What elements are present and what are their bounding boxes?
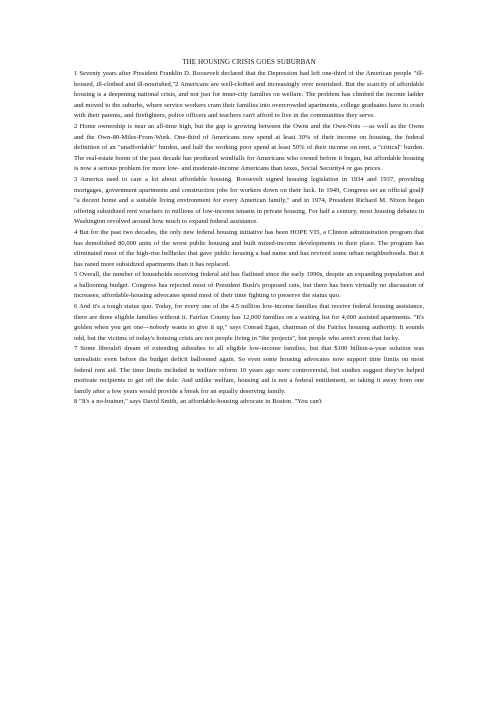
paragraph-1: 1 Seventy years after President Franklin D. Roosevelt declared that the Depression had left one-third of the American people "ill-housed, ill-clothed and ill-nourished,"2 Americans are well-clothed and increasingly over nourished. But the scarcity of affordable housing is a deepening national crisis, and not just for inner-city families on welfare. The problem has climbed the income ladder and moved to the suburbs, where service workers cram their families into overcrowded apartments, college graduates have to crash with their parents, and firefighters, police officers and teachers can't afford to live in the communities they serve.	[74, 70, 424, 120]
paragraph-5: 5 Overall, the number of households receiving federal aid has flatlined since the early 1990s, despite an expanding population and a ballooning budget. Congress has rejected most of President Bush's proposed cuts, but there has been virtually no discussion of increases; affordable-housing advocates spend most of their time fighting to preserve the status quo.	[74, 271, 424, 300]
paragraph-2: 2 Home ownership is near an all-time high, but the gap is growing between the Owns and the Own-Nots —as well as the Owns and the Own-80-Miles-From-Work. One-third of Americans now spend at least 30% of their income on housing, the federal definition of an "unaffordable" burden, and half the working poor spend at least 50% of their income on rent, a "critical" burden. The real-estate boom of the past decade has produced windfalls for Americans who owned before it began, but affordable housing is now a serious problem for more low- and moderate-income Americans than taxes, Social Security4 or gas prices.	[74, 122, 424, 173]
paragraph-8: 8 "It's a no-brainer," says David Smith, an affordable-housing advocate in Boston. "You can't	[74, 398, 322, 406]
paragraph-6: 6 And it's a tough status quo. Today, for every one of the 4.5 million low-income families that receive federal housing assistance, there are three eligible families without it. Fairfax County has 12,000 families on a waiting list for 4,000 assisted apartments. "It's golden when you get one—nobody wants to give it up," says Conrad Egan, chairman of the Fairfax housing authority. It sounds odd, but the victims of today's housing crisis are not people living in "the projects", but people who aren't even that lucky.	[74, 303, 424, 342]
paragraph-3: 3 America used to care a lot about affordable housing. Roosevelt signed housing legislation in 1934 and 1937, providing mortgages, government apartments and construction jobs for workers down on their luck. In 1949, Congress set an official goal|f "a decent home and a suitable living environment for every American family," and in 1974, President Richard M. Nixon began offering subsidized rent vouchers to millions of low-income tenants in private housing. For half a century, most housing debates in Washington revolved around how much to expand federal assistance.	[74, 175, 424, 226]
document-page	[74, 57, 424, 408]
paragraph-4: 4 But for the past two decades, the only new federal housing initiative has been HOPE VI5, a Clinton administration program that has demolished 80,000 units of the worst public housing and built mixed-income developments in their place. The program has eliminated most of the high-rise hellholes that gave public housing a bad name and has revived some urban neighborhoods. But it has razed more subsidized apartments than it has replaced.	[74, 228, 424, 268]
document-title: THE HOUSING CRISIS GOES SUBURBAN	[182, 58, 316, 66]
paragraph-7: 7 Some liberals6 dream of extending subsidies to all eligible low-income families, but that $100 billion-a-year solution was unrealistic even before the budget deficit ballooned again. So even some housing advocates now support time limits on most federal rent aid. The time limits included in welfare reform 10 years ago were controversial, but studies suggest they've helped motivate recipients to get off the dole. And unlike welfare, housing aid is not a federal entitlement, so taking it away from one family after a few years would provide a break for an equally deserving family.	[74, 345, 424, 395]
